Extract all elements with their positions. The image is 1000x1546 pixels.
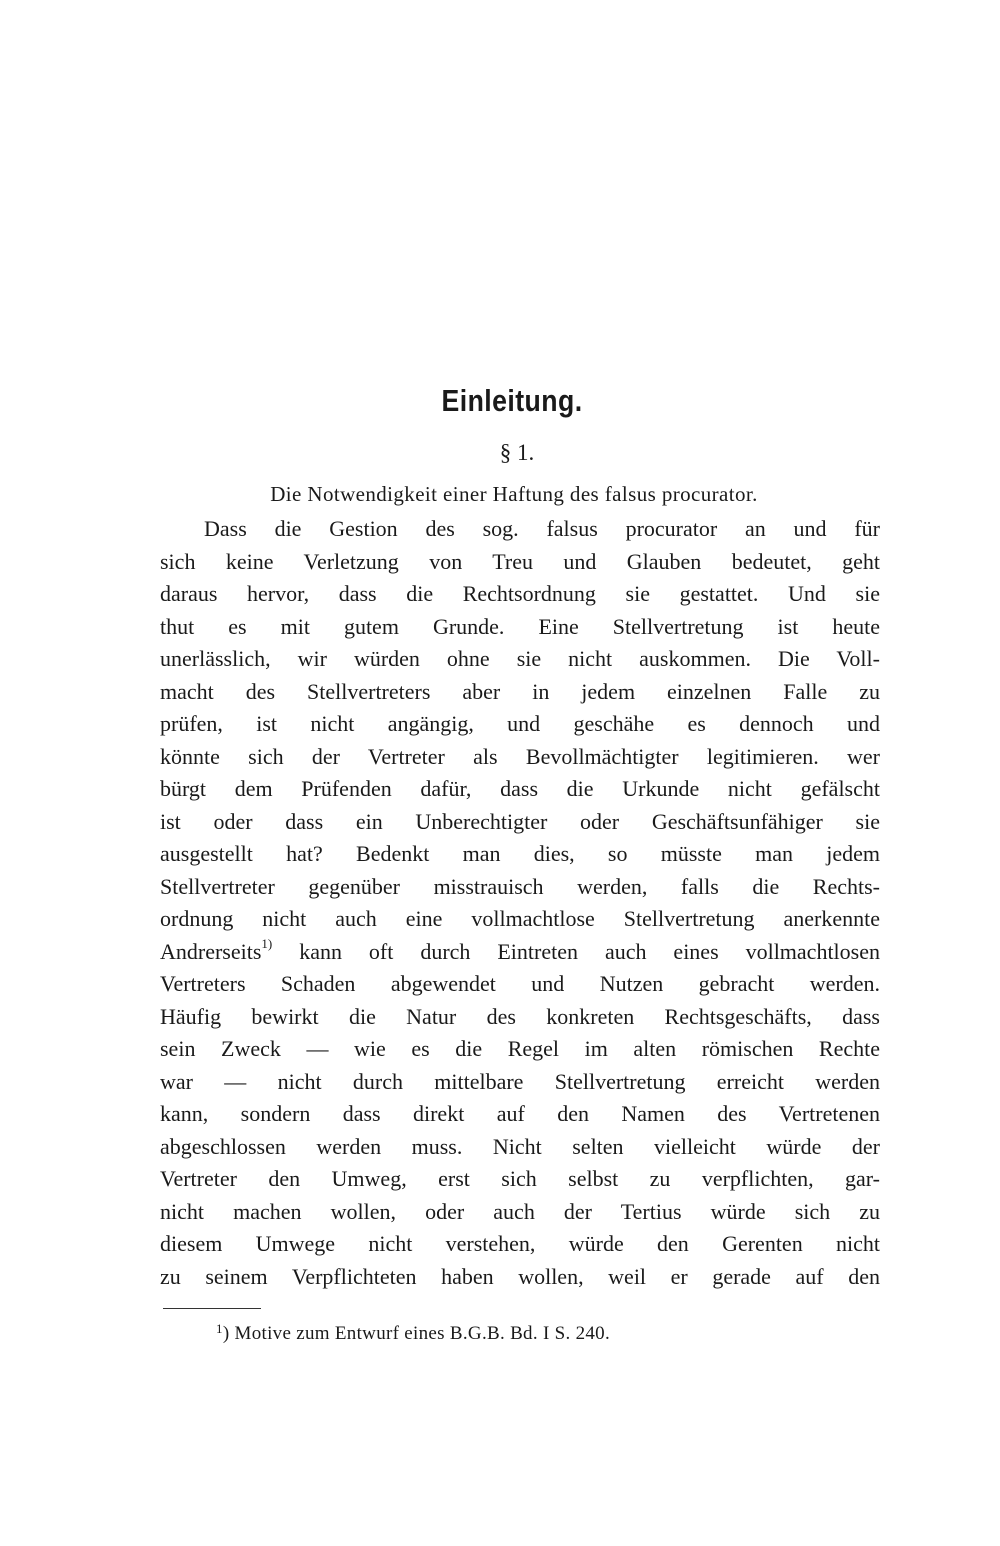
body-line-end: kann oft durch Eintreten auch eines vollmachtlosen bbox=[272, 938, 880, 964]
footnote-text: Motive zum Entwurf eines B.G.B. Bd. I S. 240. bbox=[229, 1323, 611, 1344]
body-line: ordnung nicht auch eine vollmachtlose Stellvertretung anerkennte bbox=[160, 906, 880, 931]
body-line: nicht machen wollen, oder auch der Tertius würde sich zu bbox=[160, 1198, 880, 1224]
body-line: abgeschlossen werden muss. Nicht selten vielleicht würde der bbox=[160, 1133, 880, 1159]
body-line: daraus hervor, dass die Rechtsordnung sie gestattet. Und sie bbox=[160, 581, 880, 606]
footnote-reference[interactable]: 1) bbox=[261, 936, 273, 952]
body-line: sein Zweck — wie es die Regel im alten römischen Rechte bbox=[160, 1036, 880, 1061]
body-line: sich keine Verletzung von Treu und Glauben bedeutet, geht bbox=[160, 548, 880, 574]
chapter-title: Einleitung. bbox=[441, 383, 583, 418]
body-line: Vertreter den Umweg, erst sich selbst zu verpflichten, gar- bbox=[160, 1166, 880, 1191]
body-line: unerlässlich, wir würden ohne sie nicht auskommen. Die Voll- bbox=[160, 646, 880, 671]
body-line: kann, sondern dass direkt auf den Namen des Vertretenen bbox=[160, 1101, 880, 1126]
body-line-start: Andrerseits bbox=[160, 938, 262, 964]
body-line: bürgt dem Prüfenden dafür, dass die Urkunde nicht gefälscht bbox=[160, 776, 880, 801]
footnote-marker: $^1$) bbox=[216, 1321, 230, 1344]
body-line-with-footnote bbox=[160, 936, 880, 969]
body-line: zu seinem Verpflichteten haben wollen, weil er gerade auf den bbox=[160, 1263, 880, 1289]
section-heading: Die Notwendigkeit einer Haftung des falsus procurator. bbox=[270, 482, 758, 506]
body-line: war — nicht durch mittelbare Stellvertretung erreicht werden bbox=[160, 1068, 880, 1094]
body-line: Vertreters Schaden abgewendet und Nutzen gebracht werden. bbox=[160, 971, 880, 996]
footnote-divider bbox=[163, 1308, 261, 1309]
body-line: ist oder dass ein Unberechtigter oder Geschäftsunfähiger sie bbox=[160, 808, 880, 834]
body-line: Dass die Gestion des sog. falsus procurator an und für bbox=[204, 516, 880, 541]
body-line: macht des Stellvertreters aber in jedem einzelnen Falle zu bbox=[160, 678, 880, 704]
body-line: thut es mit gutem Grunde. Eine Stellvertretung ist heute bbox=[160, 613, 880, 639]
body-line: Häufig bewirkt die Natur des konkreten Rechtsgeschäfts, dass bbox=[160, 1003, 880, 1029]
body-line: könnte sich der Vertreter als Bevollmächtigter legitimieren. wer bbox=[160, 743, 880, 769]
footnote bbox=[216, 1323, 610, 1345]
body-text bbox=[160, 513, 880, 1293]
body-line: ausgestellt hat? Bedenkt man dies, so müsste man jedem bbox=[160, 841, 880, 866]
body-line: prüfen, ist nicht angängig, und geschähe es dennoch und bbox=[160, 711, 880, 736]
body-line: Stellvertreter gegenüber misstrauisch werden, falls die Rechts- bbox=[160, 873, 880, 899]
body-line: diesem Umwege nicht verstehen, würde den Gerenten nicht bbox=[160, 1231, 880, 1256]
section-number: § 1. bbox=[499, 440, 535, 465]
